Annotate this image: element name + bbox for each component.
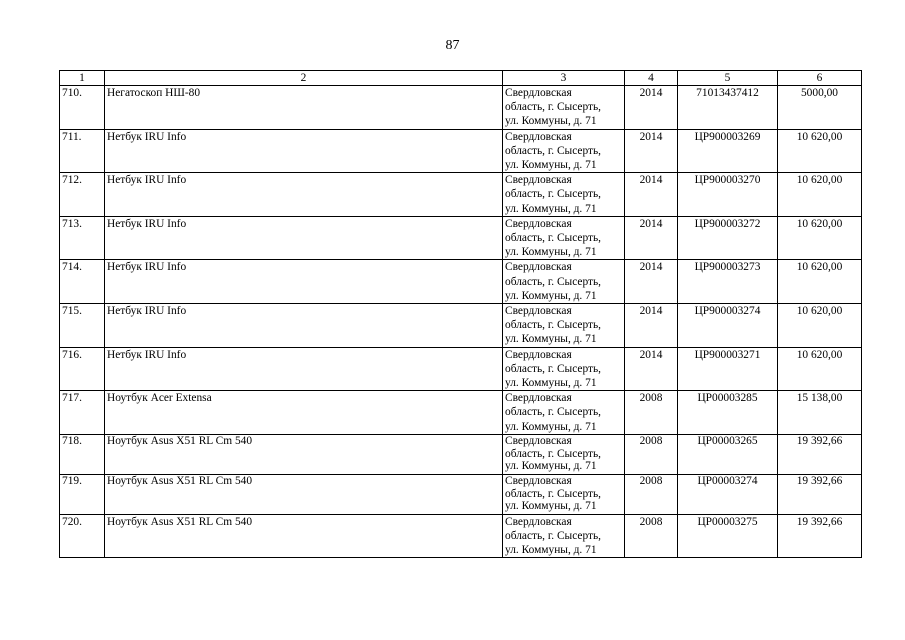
location-line: Свердловская	[505, 217, 572, 230]
inventory-code-cell: ЦР00003275	[678, 514, 778, 558]
year-cell: 2008	[625, 434, 678, 474]
location-cell	[503, 391, 625, 435]
location-line: область, г. Сысерть,	[505, 101, 602, 114]
inventory-code-cell: ЦР900003271	[678, 347, 778, 391]
year-cell: 2014	[625, 216, 678, 260]
inventory-code-cell: ЦР900003269	[678, 129, 778, 173]
location-line: область, г. Сысерть,	[505, 319, 602, 332]
location-line: Свердловская	[505, 515, 572, 528]
inventory-code-cell: ЦР900003274	[678, 304, 778, 348]
location-line: область, г. Сысерть,	[505, 447, 602, 460]
table-row	[60, 391, 862, 435]
row-number-cell: 719.	[60, 474, 105, 514]
location-cell	[503, 86, 625, 130]
inventory-code-cell: 71013437412	[678, 86, 778, 130]
table-row	[60, 216, 862, 260]
location-line: область, г. Сысерть,	[505, 362, 602, 375]
page-number: 87	[445, 38, 460, 53]
table-row	[60, 129, 862, 173]
table-row	[60, 514, 862, 558]
location-line: ул. Коммуны, д. 71	[505, 202, 597, 215]
location-line: область, г. Сысерть,	[505, 487, 602, 500]
price-cell: 10 620,00	[778, 347, 862, 391]
price-cell: 19 392,66	[778, 434, 862, 474]
location-line: область, г. Сысерть,	[505, 144, 602, 157]
location-line: ул. Коммуны, д. 71	[505, 333, 597, 346]
location-line: ул. Коммуны, д. 71	[505, 544, 597, 557]
year-cell: 2014	[625, 173, 678, 217]
inventory-table	[59, 70, 862, 558]
price-cell: 15 138,00	[778, 391, 862, 435]
table-row	[60, 304, 862, 348]
row-number-cell: 710.	[60, 86, 105, 130]
location-line: ул. Коммуны, д. 71	[505, 377, 597, 390]
price-cell: 10 620,00	[778, 260, 862, 304]
inventory-code-cell: ЦР00003265	[678, 434, 778, 474]
location-line: Свердловская	[505, 87, 572, 99]
price-cell: 5000,00	[778, 86, 862, 130]
location-line: ул. Коммуны, д. 71	[505, 500, 597, 513]
price-cell: 10 620,00	[778, 129, 862, 173]
row-number-cell: 712.	[60, 173, 105, 217]
location-line: Свердловская	[505, 474, 572, 487]
price-cell: 10 620,00	[778, 216, 862, 260]
location-line: Свердловская	[505, 305, 572, 318]
column-header: 4	[625, 71, 678, 86]
location-cell	[503, 434, 625, 474]
table-row	[60, 260, 862, 304]
location-line: Свердловская	[505, 261, 572, 274]
row-number-cell: 717.	[60, 391, 105, 435]
column-header: 3	[503, 71, 625, 86]
location-line: Свердловская	[505, 434, 572, 447]
item-name-cell: Ноутбук Asus X51 RL Cm 540	[105, 434, 503, 474]
inventory-code-cell: ЦР900003272	[678, 216, 778, 260]
year-cell: 2008	[625, 514, 678, 558]
table-row	[60, 347, 862, 391]
location-cell	[503, 129, 625, 173]
item-name-cell: Нетбук IRU Info	[105, 173, 503, 217]
location-cell	[503, 216, 625, 260]
location-cell	[503, 260, 625, 304]
price-cell: 10 620,00	[778, 304, 862, 348]
column-header: 1	[60, 71, 105, 86]
table-row	[60, 434, 862, 474]
row-number-cell: 720.	[60, 514, 105, 558]
location-line: Свердловская	[505, 130, 572, 143]
location-line: область, г. Сысерть,	[505, 406, 602, 419]
item-name-cell: Нетбук IRU Info	[105, 216, 503, 260]
row-number-cell: 715.	[60, 304, 105, 348]
item-name-cell: Ноутбук Acer Extensa	[105, 391, 503, 435]
item-name-cell: Нетбук IRU Info	[105, 129, 503, 173]
item-name-cell: Нетбук IRU Info	[105, 260, 503, 304]
table-row	[60, 474, 862, 514]
row-number-cell: 711.	[60, 129, 105, 173]
table-header-row	[60, 71, 862, 86]
location-line: Свердловская	[505, 392, 572, 405]
location-line: область, г. Сысерть,	[505, 530, 602, 543]
item-name-cell: Нетбук IRU Info	[105, 304, 503, 348]
year-cell: 2014	[625, 86, 678, 130]
location-line: ул. Коммуны, д. 71	[505, 460, 597, 473]
location-cell	[503, 514, 625, 558]
price-cell: 19 392,66	[778, 514, 862, 558]
row-number-cell: 716.	[60, 347, 105, 391]
location-line: ул. Коммуны, д. 71	[505, 115, 597, 128]
price-cell: 19 392,66	[778, 474, 862, 514]
row-number-cell: 714.	[60, 260, 105, 304]
location-line: Свердловская	[505, 174, 572, 187]
location-cell	[503, 304, 625, 348]
year-cell: 2014	[625, 129, 678, 173]
row-number-cell: 713.	[60, 216, 105, 260]
year-cell: 2014	[625, 304, 678, 348]
inventory-code-cell: ЦР00003274	[678, 474, 778, 514]
year-cell: 2008	[625, 474, 678, 514]
item-name-cell: Ноутбук Asus X51 RL Cm 540	[105, 474, 503, 514]
location-cell	[503, 173, 625, 217]
item-name-cell: Нетбук IRU Info	[105, 347, 503, 391]
year-cell: 2014	[625, 347, 678, 391]
year-cell: 2014	[625, 260, 678, 304]
location-line: ул. Коммуны, д. 71	[505, 159, 597, 172]
column-header: 2	[105, 71, 503, 86]
table-row	[60, 173, 862, 217]
price-cell: 10 620,00	[778, 173, 862, 217]
table-row	[60, 86, 862, 130]
inventory-code-cell: ЦР900003273	[678, 260, 778, 304]
location-line: Свердловская	[505, 348, 572, 361]
location-line: область, г. Сысерть,	[505, 232, 602, 245]
column-header: 5	[678, 71, 778, 86]
location-line: ул. Коммуны, д. 71	[505, 289, 597, 302]
inventory-code-cell: ЦР00003285	[678, 391, 778, 435]
column-header: 6	[778, 71, 862, 86]
location-line: ул. Коммуны, д. 71	[505, 246, 597, 259]
location-line: область, г. Сысерть,	[505, 275, 602, 288]
location-line: ул. Коммуны, д. 71	[505, 420, 597, 433]
location-cell	[503, 347, 625, 391]
location-line: область, г. Сысерть,	[505, 188, 602, 201]
item-name-cell: Ноутбук Asus X51 RL Cm 540	[105, 514, 503, 558]
item-name-cell: Негатоскоп НШ-80	[105, 86, 503, 130]
year-cell: 2008	[625, 391, 678, 435]
location-cell	[503, 474, 625, 514]
row-number-cell: 718.	[60, 434, 105, 474]
inventory-code-cell: ЦР900003270	[678, 173, 778, 217]
